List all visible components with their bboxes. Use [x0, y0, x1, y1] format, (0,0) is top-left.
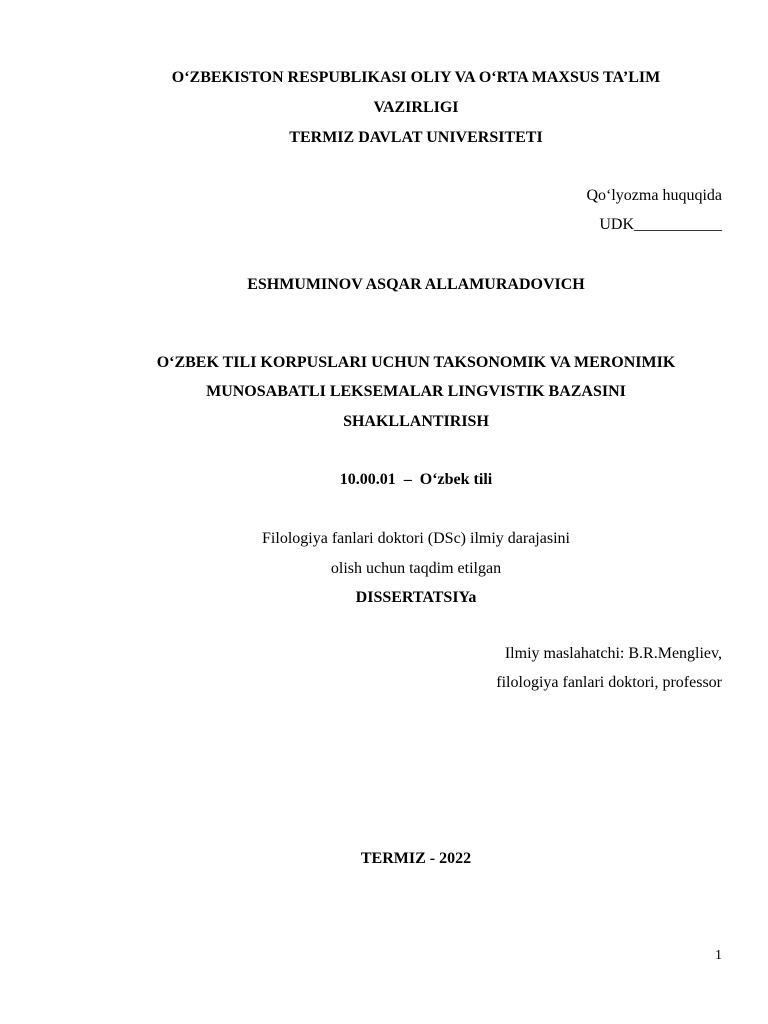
degree-line-2: olish uchun taqdim etilgan [330, 560, 502, 577]
dissertation-title-line-1: O‘ZBEK TILI KORPUSLARI UCHUN TAKSONOMIK VA MERONIMIK [156, 354, 676, 371]
degree-line-1: Filologiya fanlari doktori (DSc) ilmiy darajasini [262, 530, 570, 547]
dissertation-title-line-3: SHAKLLANTIRISH [343, 413, 489, 430]
specialty-code: 10.00.01 – O‘zbek tili [339, 471, 493, 488]
advisor-line-2: filologiya fanlari doktori, professor [496, 674, 722, 691]
manuscript-rights: Qo‘lyozma huquqida [586, 187, 722, 204]
ministry-line-2: VAZIRLIGI [373, 99, 459, 116]
advisor-line-1: Ilmiy maslahatchi: B.R.Mengliev, [504, 645, 722, 662]
author-name: ESHMUMINOV ASQAR ALLAMURADOVICH [247, 276, 585, 293]
udk-field: UDK___________ [599, 216, 722, 233]
ministry-line-1: O‘ZBEKISTON RESPUBLIKASI OLIY VA O‘RTA MAXSUS TA’LIM [171, 69, 661, 86]
document-type: DISSERTATSIYa [355, 589, 477, 606]
place-year: TERMIZ - 2022 [360, 850, 472, 867]
university-name: TERMIZ DAVLAT UNIVERSITETI [289, 129, 543, 146]
page-number: 1 [715, 948, 722, 963]
dissertation-title-line-2: MUNOSABATLI LEKSEMALAR LINGVISTIK BAZASINI [206, 383, 626, 400]
